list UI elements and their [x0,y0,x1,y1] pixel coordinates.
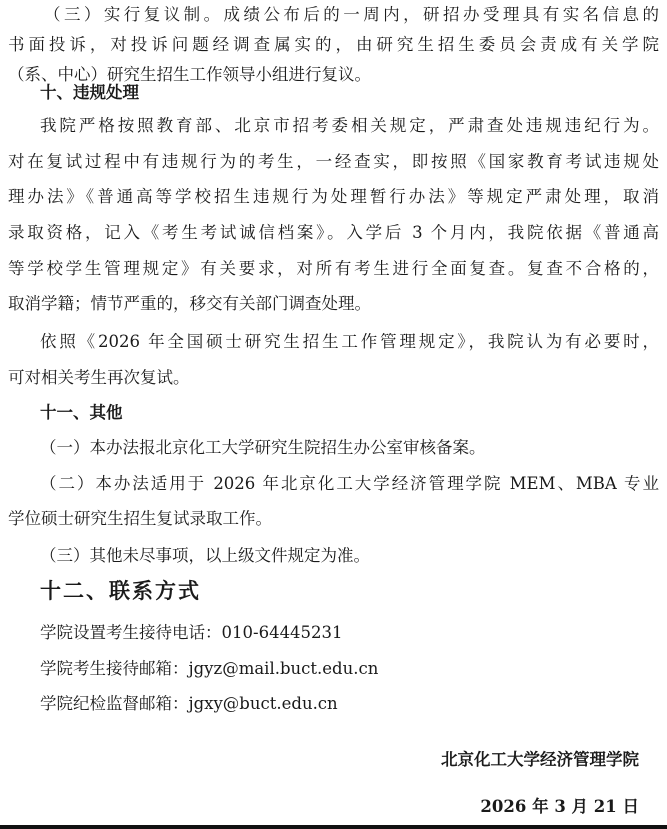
section-heading-contact: 十二、联系方式 [40,578,201,603]
section-heading-violations: 十、违规处理 [40,83,139,102]
paragraph-line: （三）实行复议制。成绩公布后的一周内，研招办受理具有实名信息的 [44,5,659,24]
paragraph-line: 取消学籍；情节严重的，移交有关部门调查处理。 [8,294,371,313]
paragraph-line: 对在复试过程中有违规行为的考生，一经查实，即按照《国家教育考试违规处 [8,152,659,171]
paragraph-line: （三）其他未尽事项，以上级文件规定为准。 [40,546,370,565]
paragraph-line: 录取资格，记入《考生考试诚信档案》。入学后 3 个月内，我院依据《普通高 [8,223,659,242]
paragraph-line: （一）本办法报北京化工大学研究生院招生办公室审核备案。 [40,438,486,457]
issue-date: 2026 年 3 月 21 日 [480,797,639,816]
paragraph-line: （系、中心）研究生招生工作领导小组进行复议。 [8,65,371,84]
paragraph-line: 可对相关考生再次复试。 [8,368,190,387]
paragraph-line: 依照《2026 年全国硕士研究生招生工作管理规定》，我院认为有必要时， [40,332,659,351]
section-heading-other: 十一、其他 [40,403,123,422]
page-bottom-border [0,825,667,829]
paragraph-line: 理办法》《普通高等学校招生违规行为处理暂行办法》等规定严肃处理，取消 [8,187,659,206]
contact-email-admissions: 学院考生接待邮箱：jgyz@mail.buct.edu.cn [40,659,379,678]
paragraph-line: 我院严格按照教育部、北京市招考委相关规定，严肃查处违规违纪行为。 [40,116,659,135]
contact-phone: 学院设置考生接待电话：010-64445231 [40,623,343,642]
paragraph-line: 书面投诉，对投诉问题经调查属实的，由研究生招生委员会责成有关学院 [8,35,659,54]
paragraph-line: 学位硕士研究生招生复试录取工作。 [8,509,272,528]
paragraph-line: 等学校学生管理规定》有关要求，对所有考生进行全面复查。复查不合格的， [8,259,659,278]
contact-email-supervision: 学院纪检监督邮箱：jgxy@buct.edu.cn [40,694,338,713]
paragraph-line: （二）本办法适用于 2026 年北京化工大学经济管理学院 MEM、MBA 专业 [40,474,659,493]
issuer-name: 北京化工大学经济管理学院 [441,750,639,769]
